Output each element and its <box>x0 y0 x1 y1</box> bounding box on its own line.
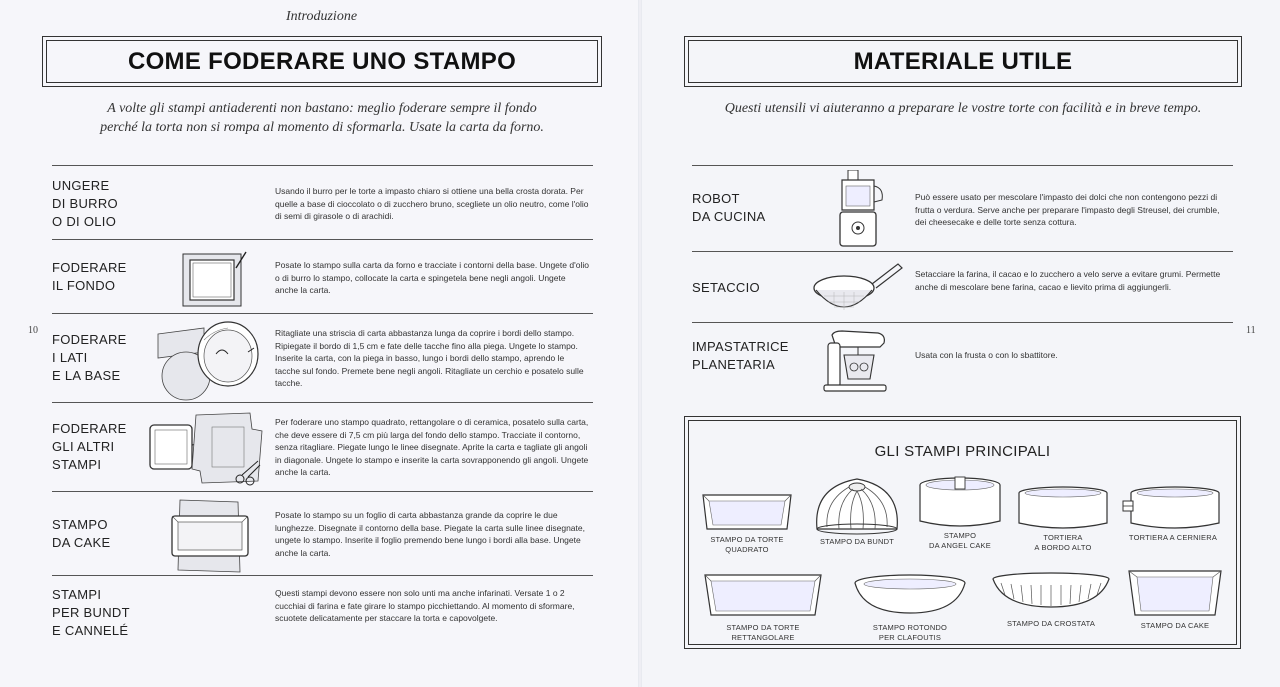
label-line: IL FONDO <box>52 278 116 293</box>
pan-bundt <box>807 473 907 547</box>
row-label <box>692 190 766 226</box>
label-line: STAMPI <box>52 587 102 602</box>
right-page-title: MATERIALE UTILE <box>853 47 1073 75</box>
main-pans-panel <box>684 416 1241 649</box>
stand-mixer-icon <box>822 329 890 393</box>
bundt-pan-icon <box>807 473 907 537</box>
label-line: IMPASTATRICE <box>692 339 789 354</box>
pan-caption: STAMPO ROTONDO PER CLAFOUTIS <box>872 623 948 642</box>
row-label <box>692 338 789 374</box>
pan-square <box>699 487 795 555</box>
loaf-pan-paper-illustration <box>168 496 252 576</box>
row-description: Usando il burro per le torte a impasto chiaro si ottiene una bella crosta dorata. Per quelle a base di cioccolato o di zucchero bruno, scegliete un olio neutro, come l'olio di semi di girasole o di arachidi. <box>275 186 589 222</box>
paper-square-pan-illustration <box>178 246 250 310</box>
pan-loaf <box>1125 567 1225 631</box>
pan-clafoutis <box>851 573 969 643</box>
label-line: DI BURRO <box>52 196 118 211</box>
label-line: FODERARE <box>52 421 127 436</box>
right-title-box <box>684 36 1242 87</box>
row-line-other-pans <box>52 402 593 491</box>
right-page-number: 11 <box>1246 325 1256 336</box>
row-description: Posate lo stampo su un foglio di carta abbastanza grande da coprire le due lunghezze. Disegnate il contorno della base. Piegate la carta sulle linee disegnate, ungete lo stampo. Inserite il foglio premendo bene lungo i bordi alla base. Ungete anche la carta. <box>275 510 585 558</box>
label-line: PLANETARIA <box>692 357 775 372</box>
label-line: GLI ALTRI <box>52 439 115 454</box>
round-pan-paper-illustration <box>154 316 262 402</box>
label-line: I LATI <box>52 350 88 365</box>
row-sieve <box>692 251 1233 322</box>
pan-caption: STAMPO DA TORTE QUADRATO <box>710 535 784 554</box>
angel-cake-pan-icon <box>915 475 1005 531</box>
rectangular-pan-icon <box>701 571 825 619</box>
pan-caption: STAMPO DA CAKE <box>1140 621 1210 630</box>
pan-caption: STAMPO DA BUNDT <box>819 537 895 546</box>
pan-deep-round <box>1015 485 1111 553</box>
label-line: E CANNELÉ <box>52 623 129 638</box>
row-description: Per foderare uno stampo quadrato, rettangolare o di ceramica, posatelo sulla carta, che deve essere di 7,5 cm più larga del fondo dello stampo. Tracciate il contorno, senza ritagliare. Piegate lungo le linee disegnate. Aprite la carta e tagliate gli angoli in diagonale. Ungete lo stampo e inserite la carta sovrapponendo gli angoli. Ungete anche la carta. <box>275 417 589 478</box>
label-line: FODERARE <box>52 260 127 275</box>
label-line: STAMPI <box>52 457 102 472</box>
right-intro: Questi utensili vi aiuteranno a preparare le vostre torte con facilità e in breve tempo. <box>724 101 1202 116</box>
clafoutis-pan-icon <box>851 573 969 617</box>
label-line: UNGERE <box>52 178 110 193</box>
label-line: SETACCIO <box>692 280 760 295</box>
row-stand-mixer <box>692 322 1233 398</box>
row-label <box>52 177 118 231</box>
chapter-header: Introduzione <box>286 9 358 24</box>
label-line: ROBOT <box>692 191 740 206</box>
springform-pan-icon <box>1121 485 1225 533</box>
row-line-bottom <box>52 239 593 313</box>
pan-caption: TORTIERA A BORDO ALTO <box>1034 533 1092 552</box>
deep-round-pan-icon <box>1015 485 1111 533</box>
pan-caption: STAMPO DA TORTE RETTANGOLARE <box>726 623 800 642</box>
label-line: E LA BASE <box>52 368 121 383</box>
pan-caption: STAMPO DA CROSTATA <box>1006 619 1096 628</box>
tart-pan-icon <box>989 571 1113 611</box>
row-label <box>52 420 127 474</box>
row-food-processor <box>692 165 1233 251</box>
left-intro-line-2: perché la torta non si rompa al momento di sformarla. Usate la carta da forno. <box>100 120 544 135</box>
row-description: Questi stampi devono essere non solo unti ma anche infarinati. Versate 1 o 2 cucchiai di farina e fate girare lo stampo picchiettando. Al momento di sformare, scuotete delicatamente per staccare la torta e capovolgete. <box>275 588 575 624</box>
loaf-pan-icon <box>1125 567 1225 619</box>
row-label <box>52 331 127 385</box>
row-bundt-cannele <box>52 575 593 660</box>
pan-rectangular <box>701 571 825 643</box>
row-grease <box>52 165 593 239</box>
food-processor-icon <box>834 170 886 248</box>
left-page-number: 10 <box>28 325 38 336</box>
sieve-icon <box>810 258 904 318</box>
pan-caption: STAMPO DA ANGEL CAKE <box>929 531 991 550</box>
label-line: O DI OLIO <box>52 214 117 229</box>
left-page-title: COME FODERARE UNO STAMPO <box>127 47 517 75</box>
row-description: Setacciare la farina, il cacao e lo zucchero a velo serve a evitare grumi. Permette anche di mescolare bene farina, cacao e lievito prima di aggiungerli. <box>915 269 1221 292</box>
row-description: Posate lo stampo sulla carta da forno e tracciate i contorni della base. Ungete d'olio o di burro lo stampo, collocate la carta e spingetela bene negli angoli. Ungete anche la carta. <box>275 260 589 296</box>
row-line-sides <box>52 313 593 402</box>
row-label <box>52 259 127 295</box>
label-line: DA CAKE <box>52 535 111 550</box>
pan-tart <box>989 571 1113 629</box>
row-label <box>692 279 760 297</box>
pan-caption: TORTIERA A CERNIERA <box>1128 533 1218 542</box>
label-line: STAMPO <box>52 517 108 532</box>
row-description: Ritagliate una striscia di carta abbastanza lunga da coprire i bordi dello stampo. Ripiegate il bordo di 1,5 cm e fate delle tacche fino alla piega. Ungete lo stampo. Inserite la carta, con la piega in basso, lungo i bordi dello stampo, aprendo le tacche sul fondo. Premete bene negli angoli. Ritagliate un cerchio e posatelo sulle tacche. <box>275 328 584 389</box>
square-pan-icon <box>699 487 795 535</box>
book-gutter <box>638 0 642 687</box>
pans-title: GLI STAMPI PRINCIPALI <box>874 443 1051 460</box>
label-line: PER BUNDT <box>52 605 130 620</box>
label-line: DA CUCINA <box>692 209 766 224</box>
pan-springform <box>1121 485 1225 543</box>
label-line: FODERARE <box>52 332 127 347</box>
square-pan-paper-scissors-illustration <box>146 409 270 489</box>
row-description: Usata con la frusta o con lo sbattitore. <box>915 350 1058 360</box>
row-loaf-pan <box>52 491 593 575</box>
row-description: Può essere usato per mescolare l'impasto dei dolci che non contengono pezzi di frutta o verdura. Serve anche per preparare l'impasto degli Streusel, dei crumble, dei cheesecake e delle torte senza cottura. <box>915 192 1220 228</box>
left-intro <box>42 99 602 137</box>
left-title-box <box>42 36 602 87</box>
row-label <box>52 586 130 640</box>
pan-angel-cake <box>915 475 1005 551</box>
row-label <box>52 516 110 552</box>
left-intro-line-1: A volte gli stampi antiaderenti non bastano: meglio foderare sempre il fondo <box>107 101 537 116</box>
